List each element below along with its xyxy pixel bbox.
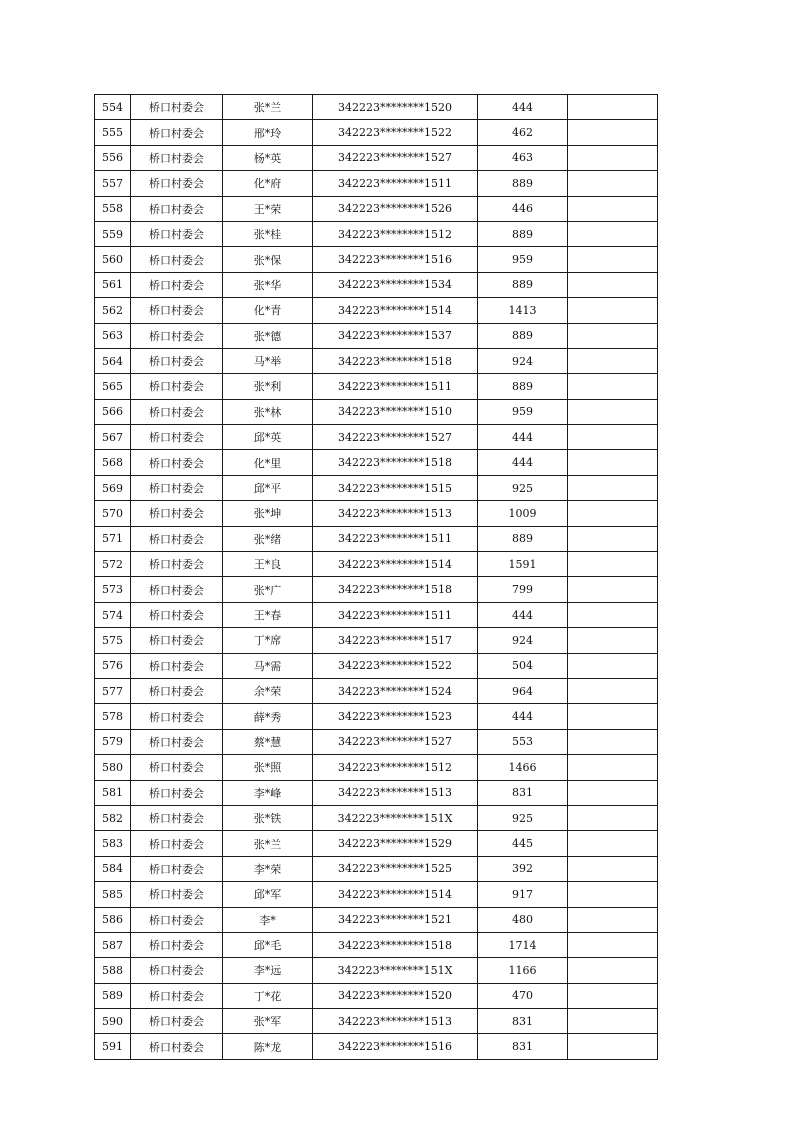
remark-cell [568,374,658,399]
id-number-cell: 342223********1513 [313,501,478,526]
row-index-cell: 558 [95,196,131,221]
table-row [95,221,658,246]
remark-cell [568,907,658,932]
name-cell: 李*远 [223,958,313,983]
name-cell: 李*荣 [223,856,313,881]
village-cell: 桥口村委会 [131,501,223,526]
remark-cell [568,298,658,323]
row-index-cell: 591 [95,1034,131,1059]
row-index-cell: 573 [95,577,131,602]
id-number-cell: 342223********1512 [313,221,478,246]
village-cell: 桥口村委会 [131,374,223,399]
remark-cell [568,450,658,475]
table-row [95,983,658,1008]
id-number-cell: 342223********1529 [313,831,478,856]
name-cell: 王*良 [223,552,313,577]
name-cell: 化*里 [223,450,313,475]
table-row [95,374,658,399]
table-row [95,577,658,602]
remark-cell [568,526,658,551]
table-row [95,856,658,881]
village-cell: 桥口村委会 [131,577,223,602]
amount-cell: 889 [478,374,568,399]
remark-cell [568,602,658,627]
amount-cell: 959 [478,247,568,272]
row-index-cell: 570 [95,501,131,526]
table-row [95,348,658,373]
id-number-cell: 342223********1524 [313,678,478,703]
table-row [95,1034,658,1059]
amount-cell: 444 [478,425,568,450]
amount-cell: 470 [478,983,568,1008]
village-cell: 桥口村委会 [131,475,223,500]
table-row [95,831,658,856]
id-number-cell: 342223********1527 [313,145,478,170]
table-row [95,298,658,323]
table-row [95,399,658,424]
remark-cell [568,221,658,246]
village-cell: 桥口村委会 [131,805,223,830]
name-cell: 邱*英 [223,425,313,450]
remark-cell [568,882,658,907]
amount-cell: 1591 [478,552,568,577]
remark-cell [568,145,658,170]
remark-cell [568,628,658,653]
row-index-cell: 576 [95,653,131,678]
name-cell: 薛*秀 [223,704,313,729]
amount-cell: 889 [478,272,568,297]
row-index-cell: 590 [95,1009,131,1034]
id-number-cell: 342223********1514 [313,298,478,323]
remark-cell [568,831,658,856]
amount-cell: 889 [478,526,568,551]
table-row [95,272,658,297]
amount-cell: 959 [478,399,568,424]
village-cell: 桥口村委会 [131,1009,223,1034]
table-row [95,196,658,221]
name-cell: 邱*毛 [223,932,313,957]
amount-cell: 925 [478,805,568,830]
village-cell: 桥口村委会 [131,704,223,729]
row-index-cell: 569 [95,475,131,500]
name-cell: 张*广 [223,577,313,602]
row-index-cell: 556 [95,145,131,170]
table-row [95,958,658,983]
name-cell: 张*林 [223,399,313,424]
row-index-cell: 574 [95,602,131,627]
name-cell: 张*桂 [223,221,313,246]
remark-cell [568,348,658,373]
village-cell: 桥口村委会 [131,1034,223,1059]
remark-cell [568,755,658,780]
id-number-cell: 342223********1518 [313,450,478,475]
table-row [95,780,658,805]
name-cell: 余*荣 [223,678,313,703]
amount-cell: 1166 [478,958,568,983]
table-row [95,805,658,830]
village-cell: 桥口村委会 [131,755,223,780]
remark-cell [568,171,658,196]
id-number-cell: 342223********1527 [313,729,478,754]
amount-cell: 392 [478,856,568,881]
table-row [95,145,658,170]
village-cell: 桥口村委会 [131,780,223,805]
table-row [95,95,658,120]
row-index-cell: 557 [95,171,131,196]
name-cell: 邢*玲 [223,120,313,145]
village-cell: 桥口村委会 [131,196,223,221]
village-cell: 桥口村委会 [131,145,223,170]
village-cell: 桥口村委会 [131,272,223,297]
id-number-cell: 342223********151X [313,805,478,830]
village-cell: 桥口村委会 [131,602,223,627]
id-number-cell: 342223********1518 [313,348,478,373]
village-cell: 桥口村委会 [131,247,223,272]
row-index-cell: 559 [95,221,131,246]
table-row [95,704,658,729]
remark-cell [568,729,658,754]
amount-cell: 1466 [478,755,568,780]
name-cell: 王*荣 [223,196,313,221]
row-index-cell: 583 [95,831,131,856]
remark-cell [568,475,658,500]
amount-cell: 445 [478,831,568,856]
name-cell: 蔡*慧 [223,729,313,754]
id-number-cell: 342223********1534 [313,272,478,297]
name-cell: 张*照 [223,755,313,780]
row-index-cell: 567 [95,425,131,450]
id-number-cell: 342223********1537 [313,323,478,348]
village-cell: 桥口村委会 [131,399,223,424]
village-cell: 桥口村委会 [131,120,223,145]
row-index-cell: 588 [95,958,131,983]
remark-cell [568,678,658,703]
row-index-cell: 560 [95,247,131,272]
table-row [95,247,658,272]
village-cell: 桥口村委会 [131,323,223,348]
village-cell: 桥口村委会 [131,628,223,653]
row-index-cell: 575 [95,628,131,653]
amount-cell: 924 [478,628,568,653]
name-cell: 丁*席 [223,628,313,653]
id-number-cell: 342223********1511 [313,171,478,196]
amount-cell: 1714 [478,932,568,957]
row-index-cell: 582 [95,805,131,830]
village-cell: 桥口村委会 [131,95,223,120]
amount-cell: 924 [478,348,568,373]
name-cell: 化*府 [223,171,313,196]
village-cell: 桥口村委会 [131,171,223,196]
id-number-cell: 342223********151X [313,958,478,983]
remark-cell [568,323,658,348]
table-row [95,120,658,145]
id-number-cell: 342223********1517 [313,628,478,653]
name-cell: 张*坤 [223,501,313,526]
row-index-cell: 571 [95,526,131,551]
village-cell: 桥口村委会 [131,653,223,678]
table-row [95,501,658,526]
row-index-cell: 584 [95,856,131,881]
table-row [95,450,658,475]
amount-cell: 480 [478,907,568,932]
village-cell: 桥口村委会 [131,831,223,856]
id-number-cell: 342223********1522 [313,120,478,145]
table-body [95,95,658,1060]
id-number-cell: 342223********1510 [313,399,478,424]
amount-cell: 831 [478,1034,568,1059]
name-cell: 张*兰 [223,95,313,120]
amount-cell: 462 [478,120,568,145]
row-index-cell: 579 [95,729,131,754]
table-row [95,475,658,500]
village-cell: 桥口村委会 [131,425,223,450]
remark-cell [568,95,658,120]
remark-cell [568,856,658,881]
name-cell: 王*春 [223,602,313,627]
id-number-cell: 342223********1520 [313,983,478,1008]
id-number-cell: 342223********1512 [313,755,478,780]
table-row [95,882,658,907]
remark-cell [568,958,658,983]
table-row [95,678,658,703]
row-index-cell: 564 [95,348,131,373]
name-cell: 邱*平 [223,475,313,500]
row-index-cell: 581 [95,780,131,805]
village-cell: 桥口村委会 [131,552,223,577]
id-number-cell: 342223********1511 [313,374,478,399]
row-index-cell: 577 [95,678,131,703]
table-row [95,602,658,627]
amount-cell: 504 [478,653,568,678]
amount-cell: 444 [478,95,568,120]
id-number-cell: 342223********1526 [313,196,478,221]
name-cell: 丁*花 [223,983,313,1008]
name-cell: 张*利 [223,374,313,399]
table-row [95,653,658,678]
id-number-cell: 342223********1515 [313,475,478,500]
village-cell: 桥口村委会 [131,678,223,703]
table-row [95,729,658,754]
row-index-cell: 561 [95,272,131,297]
row-index-cell: 554 [95,95,131,120]
id-number-cell: 342223********1518 [313,932,478,957]
amount-cell: 964 [478,678,568,703]
name-cell: 李* [223,907,313,932]
row-index-cell: 580 [95,755,131,780]
id-number-cell: 342223********1516 [313,247,478,272]
amount-cell: 889 [478,323,568,348]
table-row [95,526,658,551]
village-cell: 桥口村委会 [131,856,223,881]
amount-cell: 1413 [478,298,568,323]
remark-cell [568,1009,658,1034]
row-index-cell: 566 [95,399,131,424]
amount-cell: 889 [478,171,568,196]
village-cell: 桥口村委会 [131,348,223,373]
amount-cell: 831 [478,1009,568,1034]
village-cell: 桥口村委会 [131,450,223,475]
village-cell: 桥口村委会 [131,958,223,983]
name-cell: 马*需 [223,653,313,678]
remark-cell [568,196,658,221]
amount-cell: 463 [478,145,568,170]
village-cell: 桥口村委会 [131,983,223,1008]
name-cell: 张*绪 [223,526,313,551]
remark-cell [568,932,658,957]
data-table [94,94,658,1060]
name-cell: 杨*英 [223,145,313,170]
remark-cell [568,247,658,272]
name-cell: 张*铁 [223,805,313,830]
id-number-cell: 342223********1520 [313,95,478,120]
row-index-cell: 565 [95,374,131,399]
table-row [95,171,658,196]
name-cell: 马*举 [223,348,313,373]
amount-cell: 553 [478,729,568,754]
row-index-cell: 555 [95,120,131,145]
amount-cell: 444 [478,704,568,729]
id-number-cell: 342223********1513 [313,1009,478,1034]
remark-cell [568,653,658,678]
remark-cell [568,552,658,577]
amount-cell: 889 [478,221,568,246]
village-cell: 桥口村委会 [131,907,223,932]
name-cell: 邱*军 [223,882,313,907]
name-cell: 李*峰 [223,780,313,805]
id-number-cell: 342223********1525 [313,856,478,881]
row-index-cell: 578 [95,704,131,729]
row-index-cell: 568 [95,450,131,475]
remark-cell [568,272,658,297]
name-cell: 张*兰 [223,831,313,856]
table-row [95,425,658,450]
remark-cell [568,704,658,729]
amount-cell: 444 [478,450,568,475]
amount-cell: 925 [478,475,568,500]
row-index-cell: 572 [95,552,131,577]
id-number-cell: 342223********1513 [313,780,478,805]
id-number-cell: 342223********1511 [313,602,478,627]
id-number-cell: 342223********1511 [313,526,478,551]
amount-cell: 799 [478,577,568,602]
table-row [95,323,658,348]
village-cell: 桥口村委会 [131,729,223,754]
id-number-cell: 342223********1523 [313,704,478,729]
amount-cell: 831 [478,780,568,805]
name-cell: 张*华 [223,272,313,297]
amount-cell: 446 [478,196,568,221]
village-cell: 桥口村委会 [131,298,223,323]
row-index-cell: 589 [95,983,131,1008]
table-row [95,628,658,653]
remark-cell [568,983,658,1008]
remark-cell [568,425,658,450]
id-number-cell: 342223********1527 [313,425,478,450]
name-cell: 化*青 [223,298,313,323]
amount-cell: 444 [478,602,568,627]
name-cell: 张*保 [223,247,313,272]
table-row [95,755,658,780]
amount-cell: 917 [478,882,568,907]
row-index-cell: 563 [95,323,131,348]
village-cell: 桥口村委会 [131,526,223,551]
remark-cell [568,501,658,526]
id-number-cell: 342223********1514 [313,882,478,907]
remark-cell [568,780,658,805]
id-number-cell: 342223********1522 [313,653,478,678]
remark-cell [568,399,658,424]
id-number-cell: 342223********1514 [313,552,478,577]
village-cell: 桥口村委会 [131,882,223,907]
remark-cell [568,577,658,602]
id-number-cell: 342223********1516 [313,1034,478,1059]
table-row [95,552,658,577]
name-cell: 张*军 [223,1009,313,1034]
remark-cell [568,1034,658,1059]
remark-cell [568,805,658,830]
village-cell: 桥口村委会 [131,221,223,246]
village-cell: 桥口村委会 [131,932,223,957]
name-cell: 陈*龙 [223,1034,313,1059]
row-index-cell: 585 [95,882,131,907]
remark-cell [568,120,658,145]
row-index-cell: 587 [95,932,131,957]
table-row [95,932,658,957]
id-number-cell: 342223********1521 [313,907,478,932]
row-index-cell: 586 [95,907,131,932]
name-cell: 张*德 [223,323,313,348]
row-index-cell: 562 [95,298,131,323]
table-row [95,1009,658,1034]
amount-cell: 1009 [478,501,568,526]
id-number-cell: 342223********1518 [313,577,478,602]
table-row [95,907,658,932]
